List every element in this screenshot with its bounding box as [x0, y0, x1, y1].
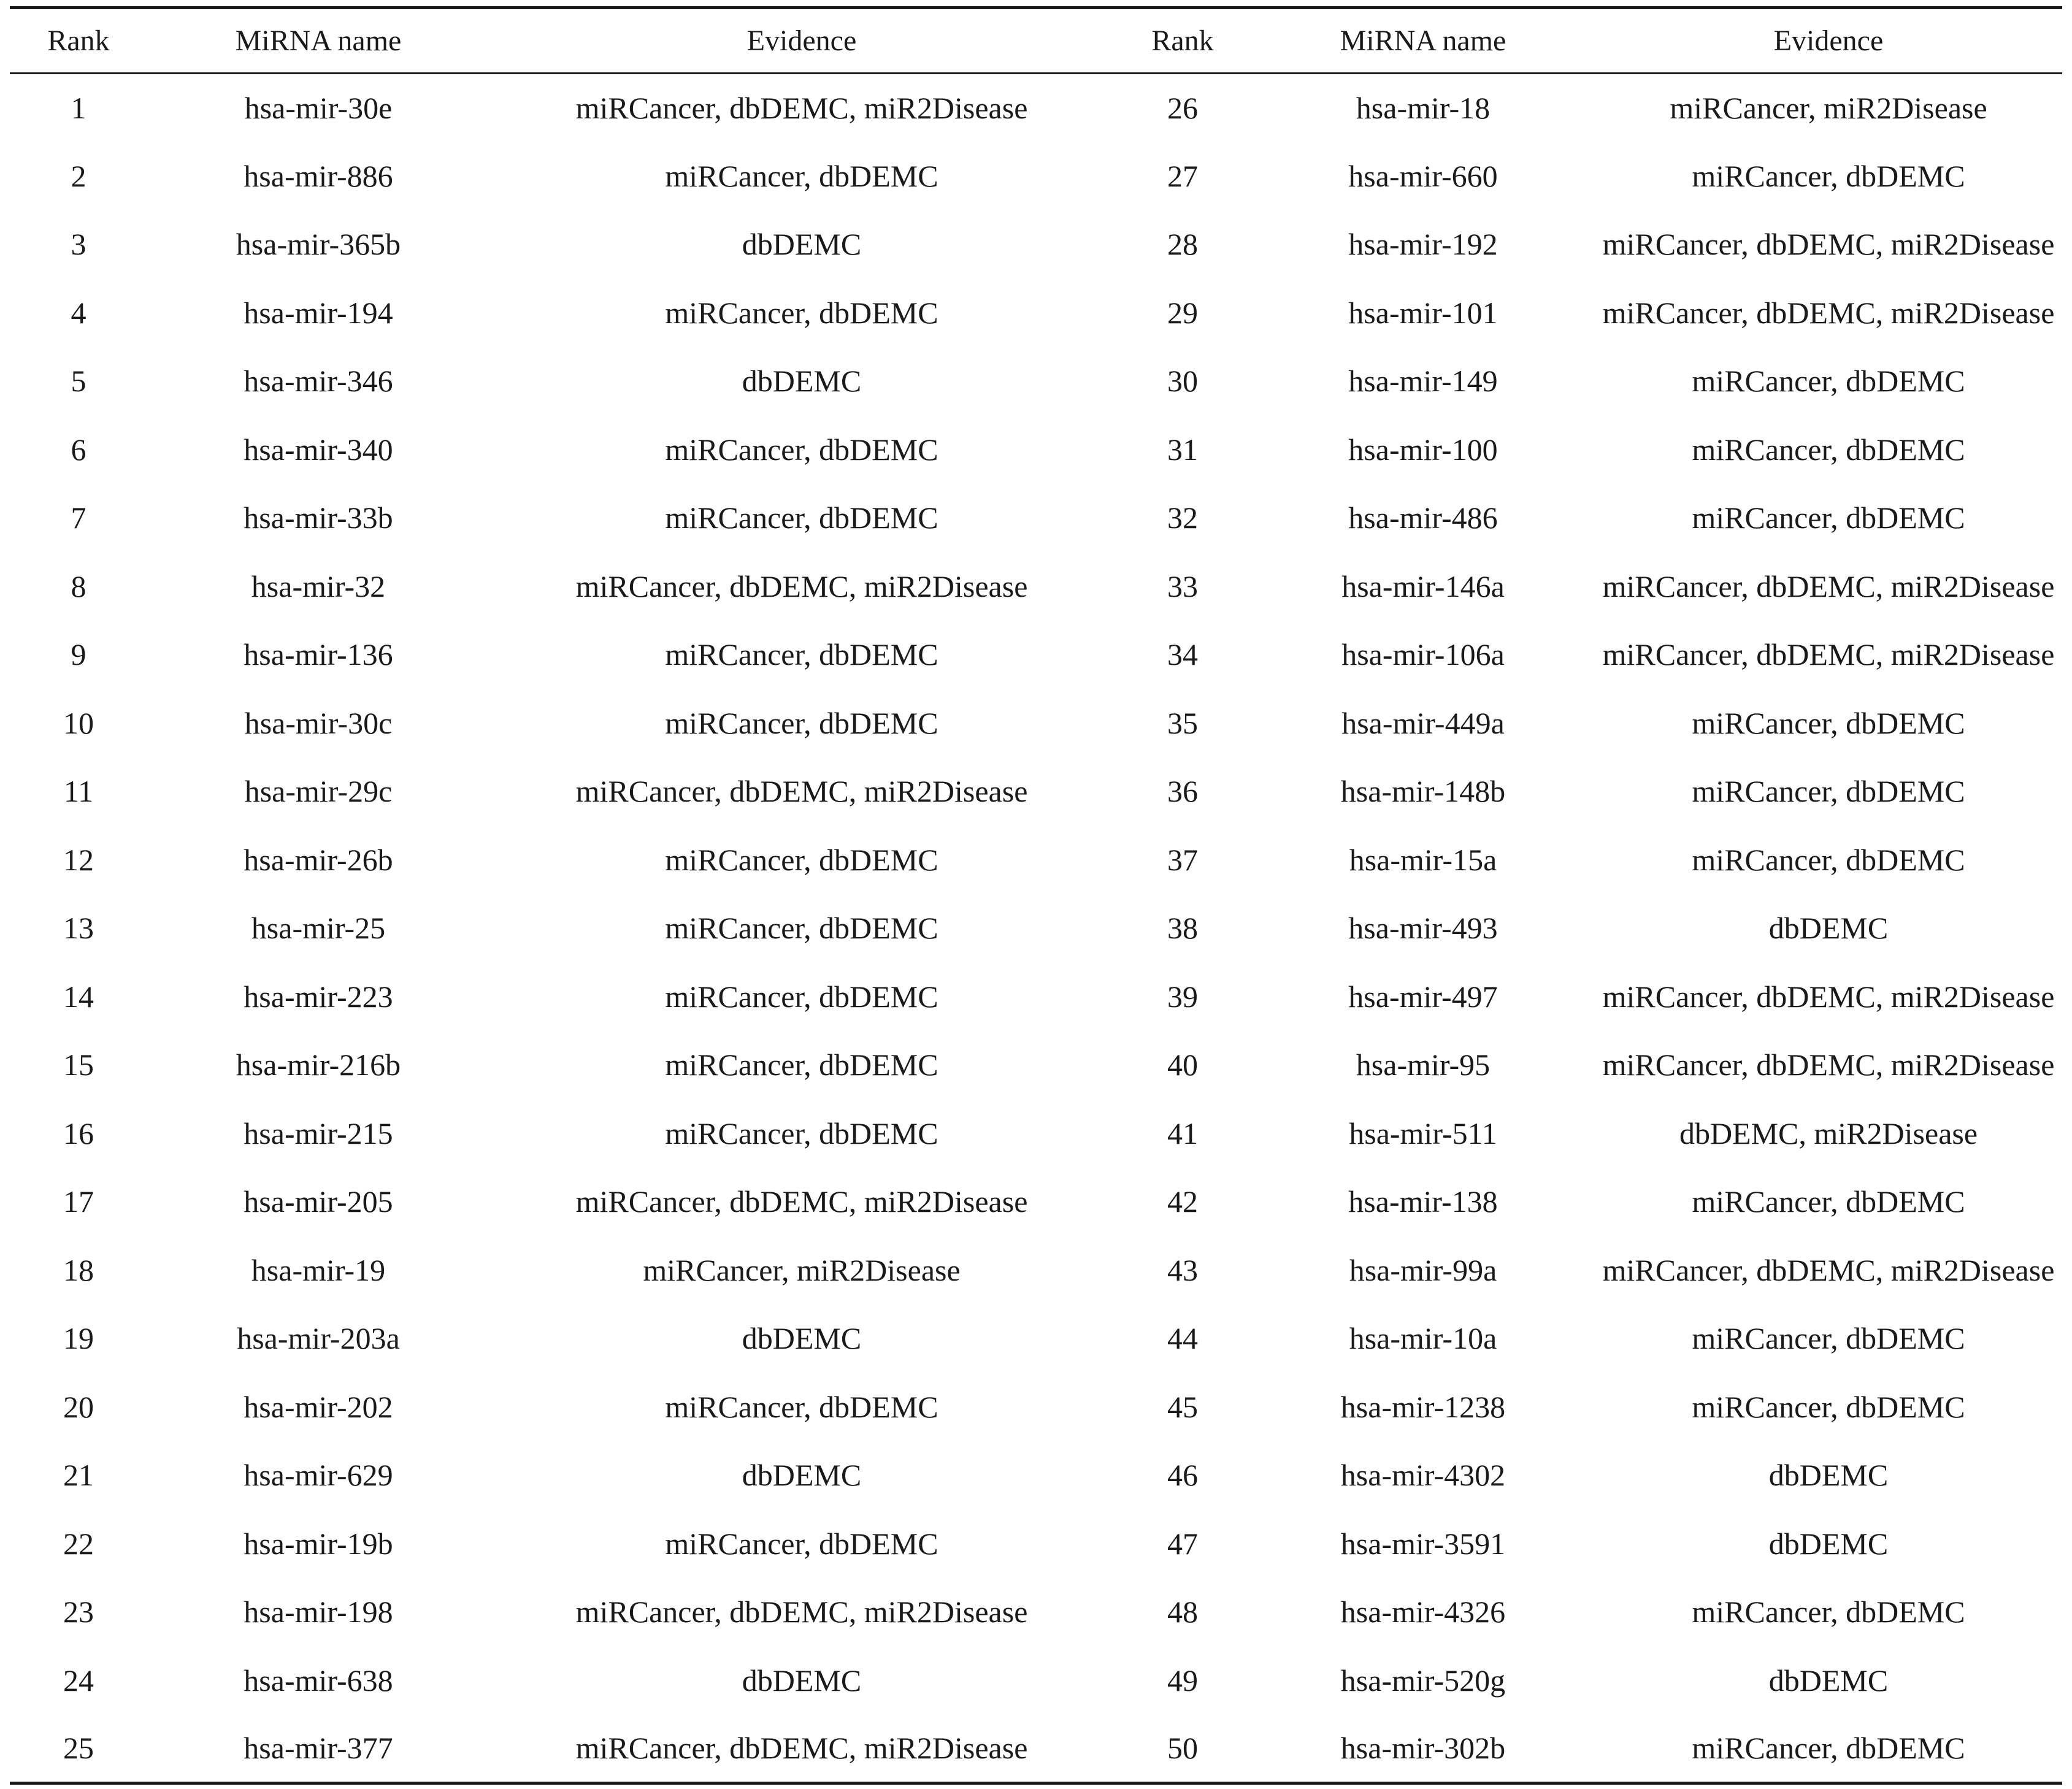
cell-mirna-name-right: hsa-mir-4326 — [1340, 1595, 1506, 1630]
table-row — [10, 1578, 2062, 1647]
cell-evidence-right: miRCancer, dbDEMC, miR2Disease — [1602, 569, 2055, 603]
cell-rank-right: 32 — [1167, 500, 1198, 535]
table-row — [10, 278, 2062, 347]
cell-rank-left: 2 — [71, 158, 86, 193]
cell-mirna-name-left: hsa-mir-203a — [237, 1321, 400, 1356]
cell-rank-right: 43 — [1167, 1252, 1198, 1287]
cell-mirna-name-right: hsa-mir-95 — [1356, 1048, 1491, 1082]
cell-mirna-name-right: hsa-mir-15a — [1349, 842, 1497, 877]
table-header — [10, 8, 2062, 74]
cell-mirna-name-right: hsa-mir-4302 — [1340, 1458, 1506, 1493]
header-evidence-right: Evidence — [1773, 25, 1884, 57]
cell-evidence-right: miRCancer, dbDEMC, miR2Disease — [1602, 979, 2055, 1014]
cell-mirna-name-right: hsa-mir-18 — [1356, 91, 1491, 125]
cell-rank-right: 27 — [1167, 158, 1198, 193]
cell-mirna-name-right: hsa-mir-302b — [1340, 1731, 1506, 1765]
cell-rank-right: 36 — [1167, 774, 1198, 809]
cell-rank-left: 12 — [63, 842, 94, 877]
cell-mirna-name-right: hsa-mir-497 — [1348, 979, 1498, 1014]
cell-mirna-name-left: hsa-mir-205 — [244, 1184, 393, 1219]
table-row — [10, 757, 2062, 826]
cell-mirna-name-right: hsa-mir-149 — [1348, 364, 1498, 399]
cell-evidence-right: dbDEMC — [1768, 1458, 1889, 1493]
cell-rank-right: 44 — [1167, 1321, 1198, 1356]
cell-rank-right: 29 — [1167, 295, 1198, 330]
cell-mirna-name-left: hsa-mir-216b — [236, 1048, 401, 1082]
table-row — [10, 415, 2062, 484]
cell-rank-right: 39 — [1167, 979, 1198, 1014]
cell-evidence-right: miRCancer, dbDEMC — [1692, 1321, 1965, 1356]
table-row — [10, 1099, 2062, 1168]
table-row — [10, 1236, 2062, 1304]
cell-mirna-name-left: hsa-mir-346 — [244, 364, 393, 399]
table-row — [10, 894, 2062, 963]
cell-mirna-name-left: hsa-mir-136 — [244, 637, 393, 672]
cell-mirna-name-right: hsa-mir-146a — [1341, 569, 1505, 603]
cell-mirna-name-left: hsa-mir-629 — [244, 1458, 393, 1493]
cell-evidence-left: miRCancer, dbDEMC — [665, 637, 938, 672]
cell-evidence-right: dbDEMC — [1768, 1526, 1889, 1561]
cell-rank-left: 7 — [71, 500, 86, 535]
cell-rank-left: 1 — [71, 91, 86, 125]
cell-rank-right: 47 — [1167, 1526, 1198, 1561]
cell-rank-right: 45 — [1167, 1389, 1198, 1424]
cell-mirna-name-right: hsa-mir-3591 — [1340, 1526, 1506, 1561]
cell-evidence-left: miRCancer, dbDEMC — [665, 1116, 938, 1151]
cell-evidence-left: miRCancer, dbDEMC — [665, 979, 938, 1014]
cell-evidence-right: miRCancer, dbDEMC — [1692, 158, 1965, 193]
header-rank-right: Rank — [1151, 25, 1214, 57]
cell-mirna-name-left: hsa-mir-202 — [244, 1389, 393, 1424]
cell-rank-left: 14 — [63, 979, 94, 1014]
cell-rank-left: 23 — [63, 1595, 94, 1630]
cell-evidence-left: miRCancer, dbDEMC — [665, 1526, 938, 1561]
cell-evidence-left: miRCancer, dbDEMC, miR2Disease — [575, 569, 1028, 603]
table-row — [10, 1304, 2062, 1373]
cell-evidence-right: miRCancer, dbDEMC, miR2Disease — [1602, 227, 2055, 262]
cell-mirna-name-left: hsa-mir-223 — [244, 979, 393, 1014]
cell-mirna-name-left: hsa-mir-194 — [244, 295, 393, 330]
cell-mirna-name-right: hsa-mir-449a — [1341, 705, 1505, 740]
cell-evidence-left: miRCancer, dbDEMC — [665, 705, 938, 740]
cell-evidence-left: dbDEMC — [742, 1321, 862, 1356]
table-row — [10, 552, 2062, 621]
cell-evidence-right: miRCancer, dbDEMC — [1692, 500, 1965, 535]
table-row — [10, 74, 2062, 142]
cell-rank-left: 8 — [71, 569, 86, 603]
table-row — [10, 1373, 2062, 1441]
table-row — [10, 210, 2062, 279]
table-row — [10, 1715, 2062, 1783]
cell-evidence-right: miRCancer, dbDEMC, miR2Disease — [1602, 295, 2055, 330]
cell-rank-right: 31 — [1167, 432, 1198, 467]
table-body — [10, 74, 2062, 1783]
cell-mirna-name-left: hsa-mir-638 — [244, 1663, 393, 1698]
cell-evidence-left: miRCancer, miR2Disease — [643, 1252, 961, 1287]
table-row — [10, 484, 2062, 553]
cell-rank-right: 48 — [1167, 1595, 1198, 1630]
cell-rank-left: 24 — [63, 1663, 94, 1698]
cell-rank-left: 9 — [71, 637, 86, 672]
cell-evidence-left: dbDEMC — [742, 227, 862, 262]
cell-mirna-name-left: hsa-mir-19b — [244, 1526, 393, 1561]
header-evidence-left: Evidence — [746, 25, 857, 57]
cell-evidence-left: dbDEMC — [742, 1663, 862, 1698]
table-row — [10, 689, 2062, 757]
mirna-ranking-table — [10, 6, 2062, 1785]
cell-mirna-name-left: hsa-mir-365b — [236, 227, 401, 262]
cell-rank-left: 11 — [63, 774, 94, 809]
cell-evidence-left: miRCancer, dbDEMC — [665, 295, 938, 330]
cell-mirna-name-right: hsa-mir-99a — [1349, 1252, 1497, 1287]
cell-evidence-right: miRCancer, dbDEMC — [1692, 1184, 1965, 1219]
table-row — [10, 1441, 2062, 1510]
cell-rank-left: 6 — [71, 432, 86, 467]
cell-rank-right: 34 — [1167, 637, 1198, 672]
cell-evidence-left: miRCancer, dbDEMC — [665, 842, 938, 877]
cell-mirna-name-left: hsa-mir-32 — [251, 569, 386, 603]
cell-rank-left: 10 — [63, 705, 94, 740]
cell-mirna-name-right: hsa-mir-520g — [1340, 1663, 1506, 1698]
cell-mirna-name-right: hsa-mir-148b — [1340, 774, 1506, 809]
cell-evidence-left: miRCancer, dbDEMC, miR2Disease — [575, 1184, 1028, 1219]
table-row — [10, 1168, 2062, 1236]
cell-rank-right: 41 — [1167, 1116, 1198, 1151]
table-row — [10, 621, 2062, 689]
cell-evidence-right: miRCancer, dbDEMC, miR2Disease — [1602, 1252, 2055, 1287]
cell-evidence-right: miRCancer, miR2Disease — [1670, 91, 1987, 125]
cell-evidence-left: miRCancer, dbDEMC, miR2Disease — [575, 1731, 1028, 1765]
cell-rank-left: 17 — [63, 1184, 94, 1219]
cell-evidence-left: miRCancer, dbDEMC — [665, 432, 938, 467]
cell-evidence-left: miRCancer, dbDEMC — [665, 500, 938, 535]
cell-rank-right: 33 — [1167, 569, 1198, 603]
table-row — [10, 1031, 2062, 1100]
cell-evidence-right: miRCancer, dbDEMC — [1692, 705, 1965, 740]
cell-rank-left: 3 — [71, 227, 86, 262]
cell-evidence-left: miRCancer, dbDEMC, miR2Disease — [575, 1595, 1028, 1630]
cell-rank-left: 13 — [63, 911, 94, 946]
cell-mirna-name-left: hsa-mir-377 — [244, 1731, 393, 1765]
cell-rank-right: 49 — [1167, 1663, 1198, 1698]
cell-mirna-name-left: hsa-mir-25 — [251, 911, 386, 946]
cell-mirna-name-left: hsa-mir-30c — [244, 705, 393, 740]
cell-mirna-name-right: hsa-mir-511 — [1349, 1116, 1497, 1151]
cell-rank-right: 37 — [1167, 842, 1198, 877]
cell-evidence-right: miRCancer, dbDEMC — [1692, 774, 1965, 809]
header-mirna-name-right: MiRNA name — [1340, 25, 1506, 57]
table-row — [10, 347, 2062, 416]
cell-evidence-left: miRCancer, dbDEMC — [665, 911, 938, 946]
cell-evidence-left: miRCancer, dbDEMC — [665, 1048, 938, 1082]
mirna-ranking-table-container — [10, 6, 2062, 1785]
cell-mirna-name-right: hsa-mir-486 — [1348, 500, 1498, 535]
cell-mirna-name-right: hsa-mir-660 — [1348, 158, 1498, 193]
cell-rank-left: 15 — [63, 1048, 94, 1082]
cell-evidence-left: miRCancer, dbDEMC — [665, 158, 938, 193]
cell-rank-right: 38 — [1167, 911, 1198, 946]
cell-evidence-right: miRCancer, dbDEMC, miR2Disease — [1602, 637, 2055, 672]
cell-mirna-name-right: hsa-mir-100 — [1348, 432, 1498, 467]
cell-mirna-name-left: hsa-mir-30e — [244, 91, 393, 125]
cell-mirna-name-left: hsa-mir-29c — [244, 774, 393, 809]
cell-rank-right: 40 — [1167, 1048, 1198, 1082]
cell-mirna-name-right: hsa-mir-1238 — [1340, 1389, 1506, 1424]
cell-rank-right: 30 — [1167, 364, 1198, 399]
cell-mirna-name-right: hsa-mir-138 — [1348, 1184, 1498, 1219]
cell-evidence-left: miRCancer, dbDEMC, miR2Disease — [575, 91, 1028, 125]
cell-rank-left: 25 — [63, 1731, 94, 1765]
cell-evidence-right: miRCancer, dbDEMC — [1692, 842, 1965, 877]
header-mirna-name-left: MiRNA name — [235, 25, 402, 57]
cell-mirna-name-right: hsa-mir-10a — [1349, 1321, 1497, 1356]
table-row — [10, 1646, 2062, 1715]
table-row — [10, 962, 2062, 1031]
cell-evidence-left: miRCancer, dbDEMC — [665, 1389, 938, 1424]
cell-rank-left: 21 — [63, 1458, 94, 1493]
cell-mirna-name-left: hsa-mir-19 — [251, 1252, 386, 1287]
cell-evidence-right: miRCancer, dbDEMC — [1692, 1595, 1965, 1630]
cell-rank-left: 18 — [63, 1252, 94, 1287]
cell-evidence-right: miRCancer, dbDEMC — [1692, 432, 1965, 467]
cell-rank-right: 35 — [1167, 705, 1198, 740]
cell-rank-right: 26 — [1167, 91, 1198, 125]
cell-mirna-name-left: hsa-mir-886 — [244, 158, 393, 193]
cell-mirna-name-left: hsa-mir-33b — [244, 500, 393, 535]
cell-evidence-left: dbDEMC — [742, 364, 862, 399]
cell-evidence-right: dbDEMC — [1768, 911, 1889, 946]
cell-rank-left: 5 — [71, 364, 86, 399]
cell-rank-left: 16 — [63, 1116, 94, 1151]
table-row — [10, 826, 2062, 894]
cell-evidence-right: miRCancer, dbDEMC, miR2Disease — [1602, 1048, 2055, 1082]
cell-mirna-name-left: hsa-mir-198 — [244, 1595, 393, 1630]
cell-evidence-left: dbDEMC — [742, 1458, 862, 1493]
cell-rank-left: 19 — [63, 1321, 94, 1356]
table-row — [10, 1509, 2062, 1578]
cell-mirna-name-left: hsa-mir-340 — [244, 432, 393, 467]
cell-rank-right: 46 — [1167, 1458, 1198, 1493]
cell-rank-right: 50 — [1167, 1731, 1198, 1765]
cell-rank-right: 42 — [1167, 1184, 1198, 1219]
cell-evidence-right: miRCancer, dbDEMC — [1692, 1731, 1965, 1765]
cell-evidence-left: miRCancer, dbDEMC, miR2Disease — [575, 774, 1028, 809]
cell-evidence-right: dbDEMC — [1768, 1663, 1889, 1698]
cell-mirna-name-left: hsa-mir-215 — [244, 1116, 393, 1151]
cell-mirna-name-right: hsa-mir-493 — [1348, 911, 1498, 946]
cell-mirna-name-right: hsa-mir-192 — [1348, 227, 1498, 262]
header-row — [10, 8, 2062, 74]
cell-mirna-name-right: hsa-mir-101 — [1348, 295, 1498, 330]
cell-rank-right: 28 — [1167, 227, 1198, 262]
header-rank-left: Rank — [47, 25, 110, 57]
cell-mirna-name-left: hsa-mir-26b — [244, 842, 393, 877]
cell-evidence-right: miRCancer, dbDEMC — [1692, 364, 1965, 399]
cell-mirna-name-right: hsa-mir-106a — [1341, 637, 1505, 672]
cell-rank-left: 20 — [63, 1389, 94, 1424]
cell-evidence-right: miRCancer, dbDEMC — [1692, 1389, 1965, 1424]
cell-rank-left: 4 — [71, 295, 86, 330]
table-row — [10, 142, 2062, 210]
cell-rank-left: 22 — [63, 1526, 94, 1561]
cell-evidence-right: dbDEMC, miR2Disease — [1679, 1116, 1978, 1151]
